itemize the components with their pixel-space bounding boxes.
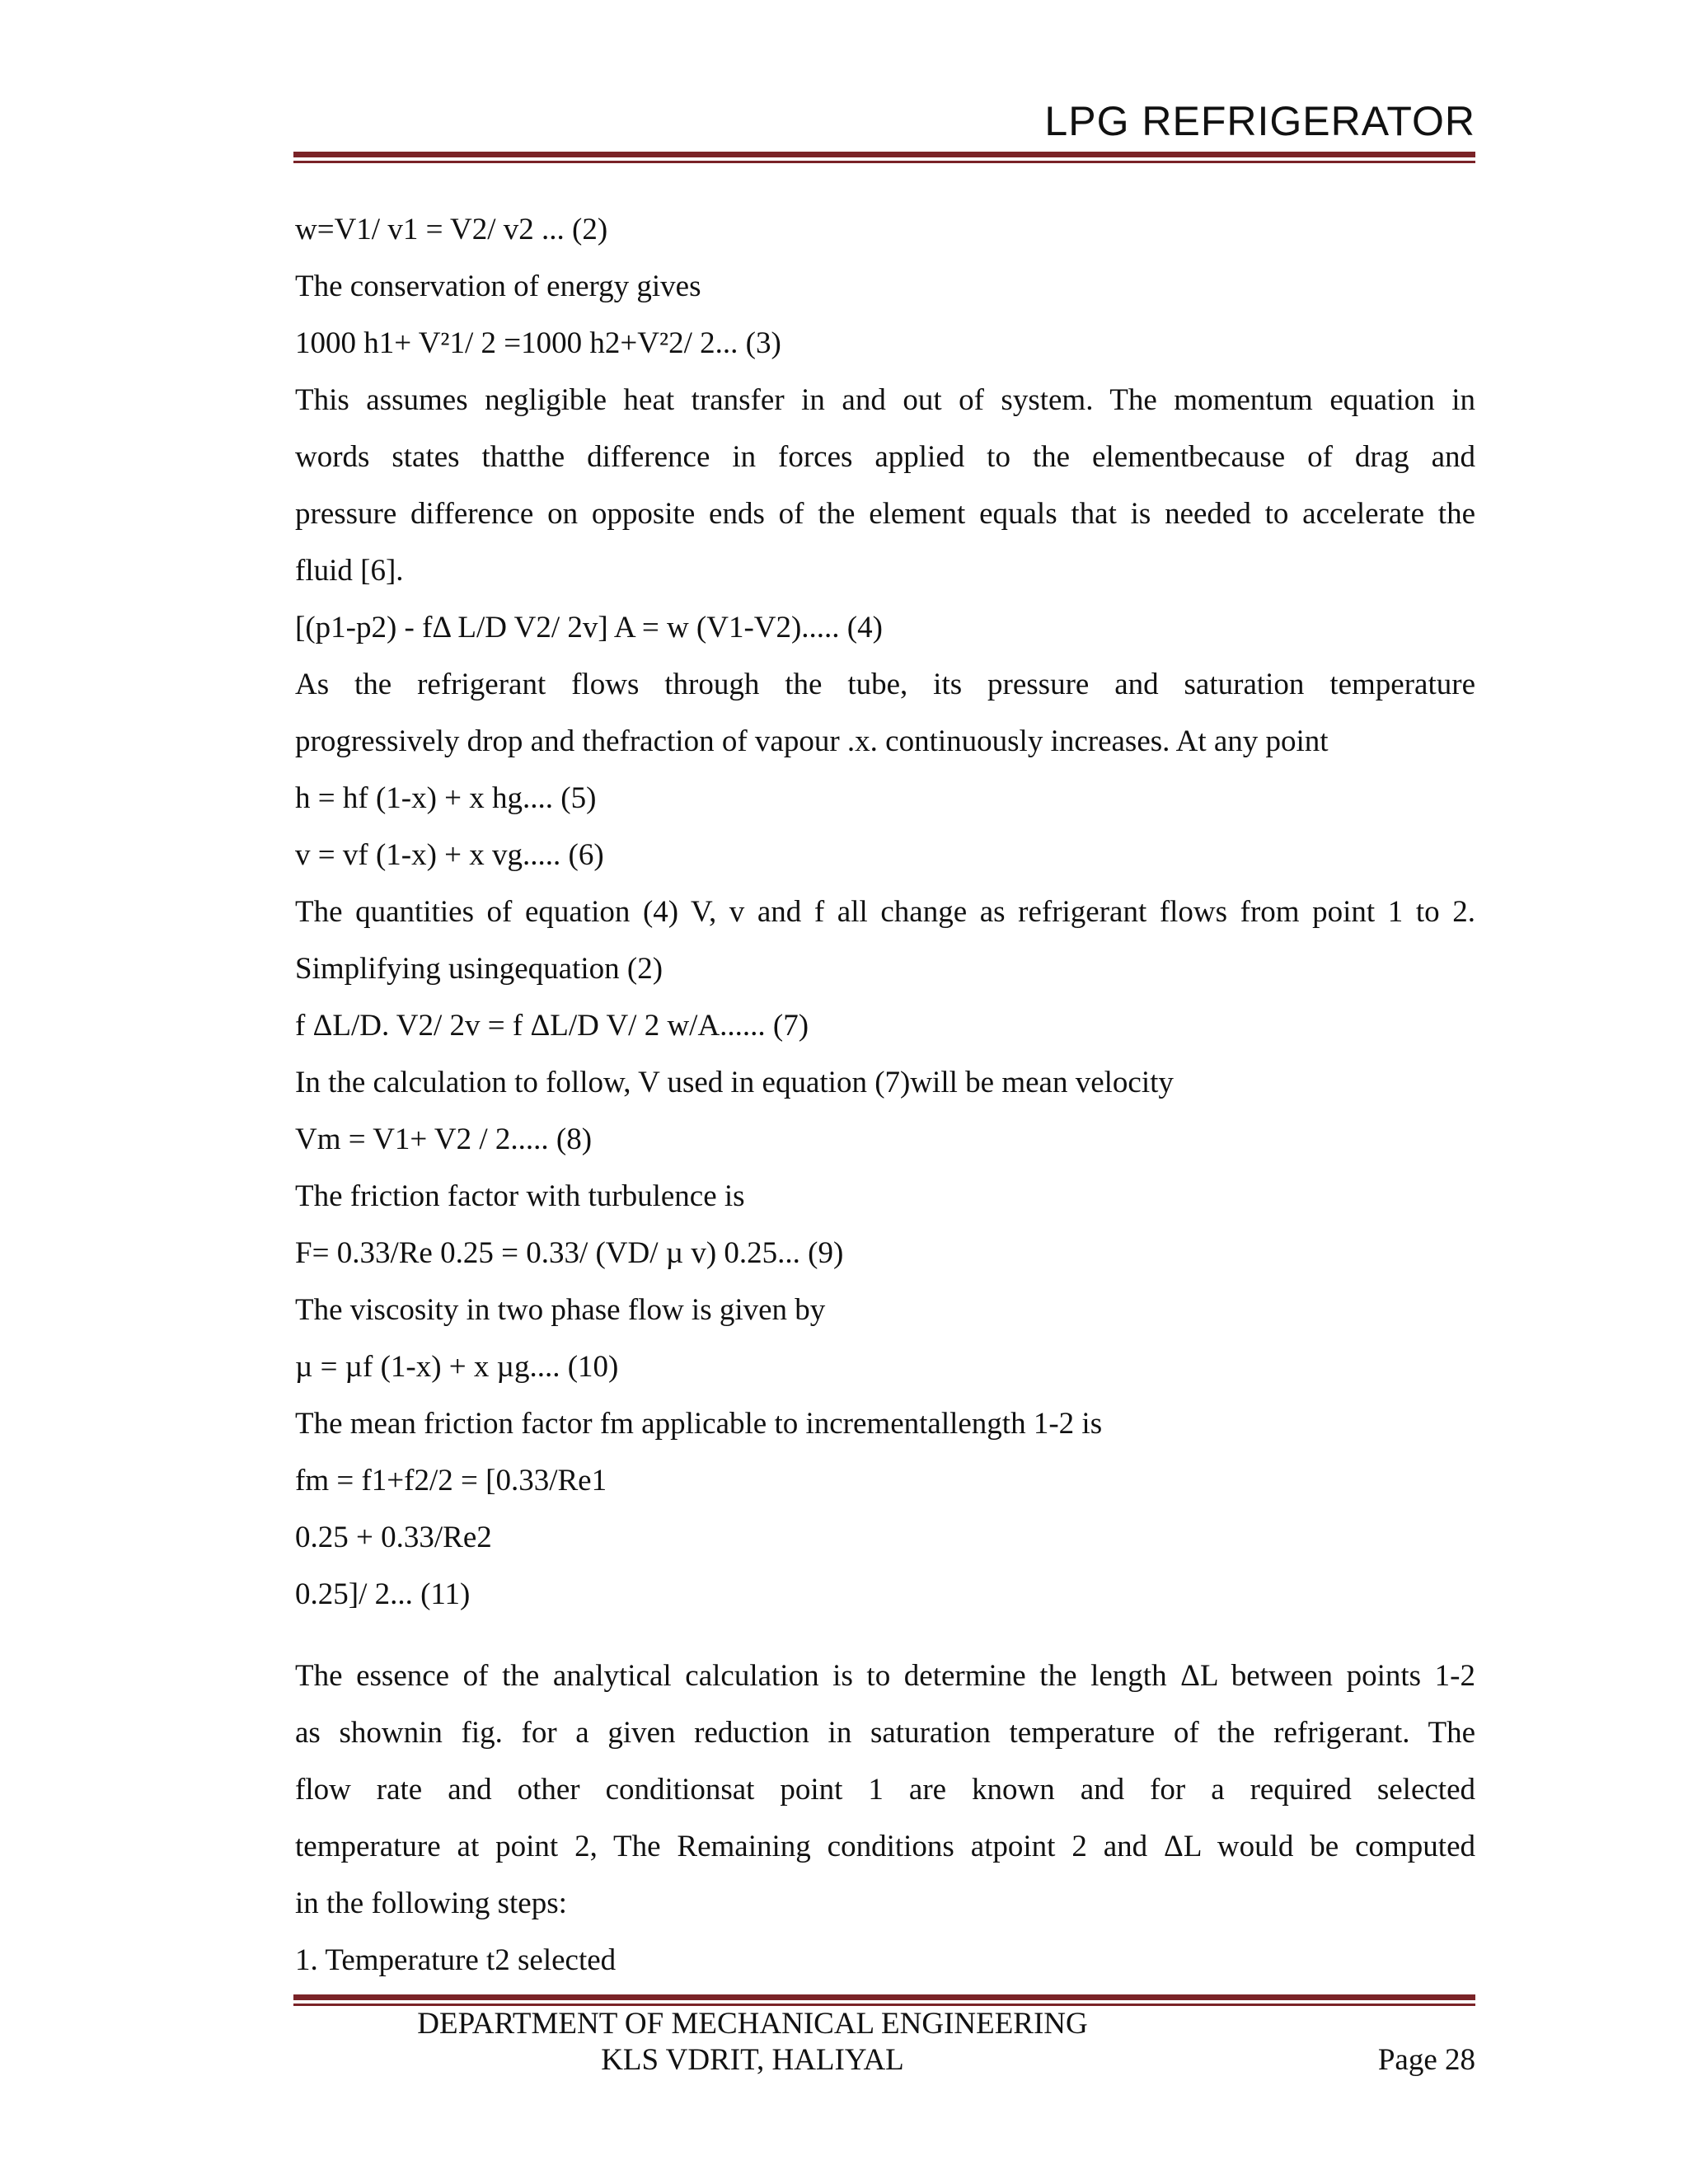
footer-college: KLS VDRIT, HALIYAL: [601, 2043, 904, 2077]
equation-line: [(p1-p2) - fΔ L/D V2/ 2v] A = w (V1-V2)..... (4): [295, 611, 883, 644]
equation-line: f ΔL/D. V2/ 2v = f ΔL/D V/ 2 w/A...... (7): [295, 1009, 809, 1043]
equation-line: 0.25]/ 2... (11): [295, 1577, 471, 1611]
text-line: The conservation of energy gives: [295, 269, 701, 303]
text-line: The viscosity in two phase flow is given by: [295, 1293, 826, 1327]
paragraph-line: as shownin fig. for a given reduction in saturation temperature of the refrigerant. The: [295, 1716, 1475, 1750]
header-title: LPG REFRIGERATOR: [1044, 98, 1475, 144]
footer-department: DEPARTMENT OF MECHANICAL ENGINEERING: [417, 2007, 1088, 2041]
equation-line: F= 0.33/Re 0.25 = 0.33/ (VD/ µ v) 0.25... (9): [295, 1236, 844, 1270]
text-line: The mean friction factor fm applicable to incrementallength 1-2 is: [295, 1407, 1103, 1441]
paragraph-line: fluid [6].: [295, 554, 404, 588]
list-item: 1. Temperature t2 selected: [295, 1943, 617, 1977]
equation-line: 1000 h1+ V²1/ 2 =1000 h2+V²2/ 2... (3): [295, 326, 781, 360]
paragraph-line: temperature at point 2, The Remaining conditions atpoint 2 and ΔL would be computed: [295, 1830, 1475, 1863]
paragraph-line: Simplifying usingequation (2): [295, 952, 663, 986]
text-line: In the calculation to follow, V used in equation (7)will be mean velocity: [295, 1066, 1174, 1099]
header-rule: [293, 152, 1475, 163]
text-line: The friction factor with turbulence is: [295, 1179, 745, 1213]
equation-line: µ = µf (1-x) + x µg.... (10): [295, 1350, 619, 1384]
equation-line: Vm = V1+ V2 / 2..... (8): [295, 1122, 593, 1156]
paragraph-line: progressively drop and thefraction of vapour .x. continuously increases. At any point: [295, 724, 1329, 758]
equation-line: w=V1/ v1 = V2/ v2 ... (2): [295, 213, 608, 246]
paragraph-line: flow rate and other conditionsat point 1 are known and for a required selected: [295, 1773, 1475, 1807]
paragraph-line: The quantities of equation (4) V, v and f all change as refrigerant flows from point 1 to 2.: [295, 895, 1475, 929]
equation-line: 0.25 + 0.33/Re2: [295, 1521, 492, 1554]
equation-line: h = hf (1-x) + x hg.... (5): [295, 781, 597, 815]
page-body: [295, 201, 1475, 1989]
page-number: Page 28: [1377, 2043, 1475, 2077]
footer-rule: [293, 1994, 1475, 2006]
equation-line: fm = f1+f2/2 = [0.33/Re1: [295, 1464, 607, 1497]
paragraph-line: The essence of the analytical calculation is to determine the length ΔL between points 1-2: [295, 1659, 1475, 1693]
paragraph-line: As the refrigerant flows through the tube, its pressure and saturation temperature: [295, 668, 1475, 701]
paragraph-gap: [295, 1623, 1475, 1647]
paragraph-line: This assumes negligible heat transfer in and out of system. The momentum equation in: [295, 383, 1475, 417]
equation-line: v = vf (1-x) + x vg..... (6): [295, 838, 604, 872]
paragraph-line: pressure difference on opposite ends of the element equals that is needed to accelerate the: [295, 497, 1475, 531]
paragraph-line: words states thatthe difference in forces applied to the elementbecause of drag and: [295, 440, 1475, 474]
paragraph-line: in the following steps:: [295, 1886, 567, 1920]
